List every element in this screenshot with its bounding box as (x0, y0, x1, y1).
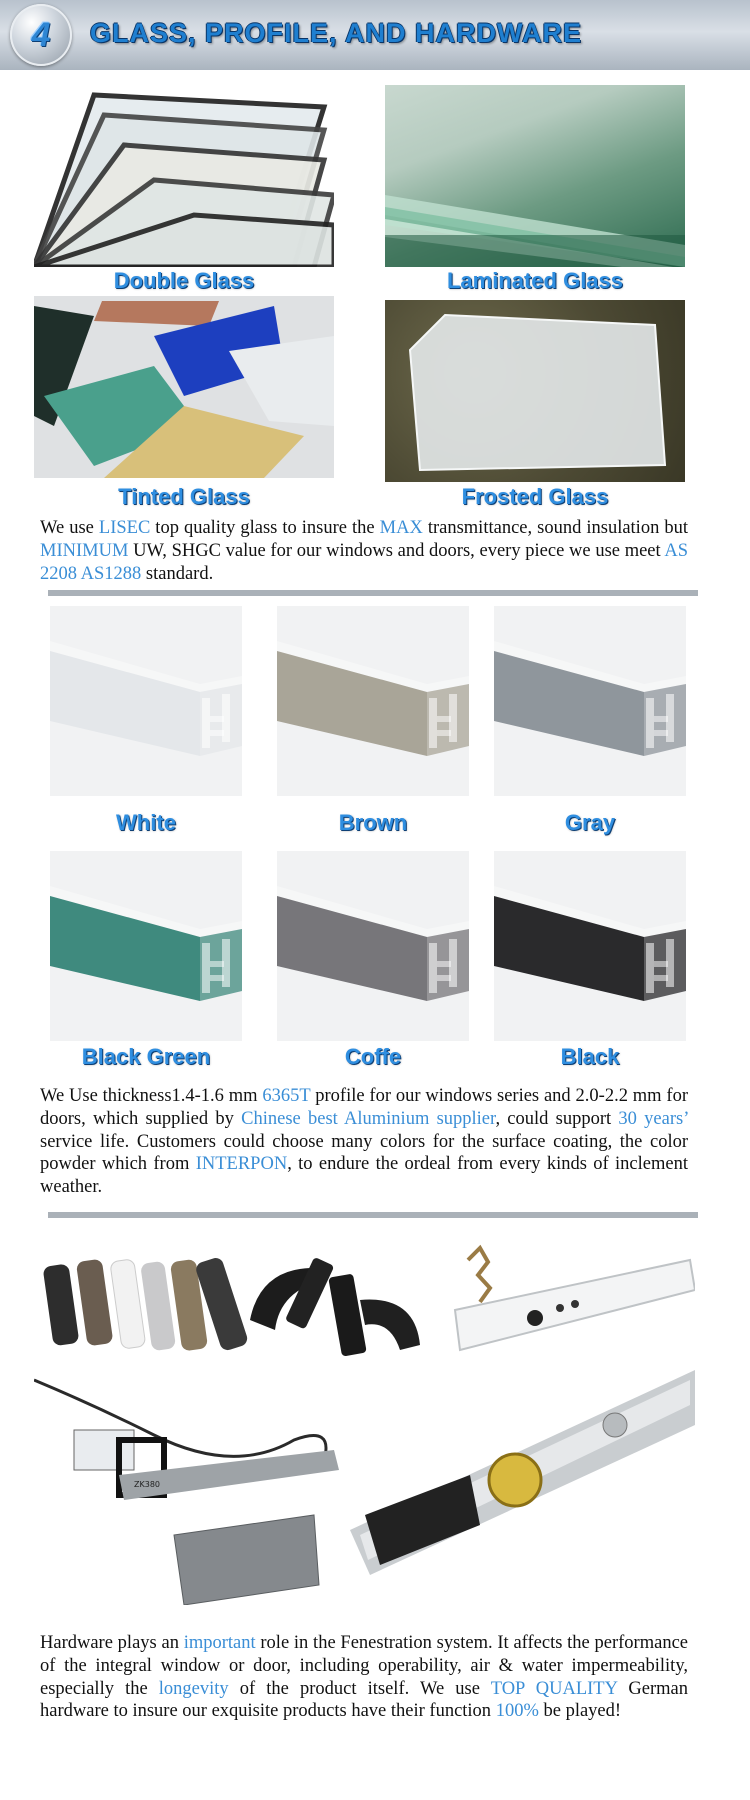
caption-laminated-glass: Laminated Glass (446, 268, 624, 293)
section-number-badge (10, 4, 72, 66)
paragraph-text: transmittance, sound insulation but (422, 518, 688, 538)
profile-image-gray (494, 606, 686, 796)
caption-frosted-glass: Frosted Glass (461, 484, 609, 509)
caption-profile-black-green: Black Green (81, 1044, 211, 1069)
caption-profile-brown: Brown (338, 810, 408, 835)
double-glass-image (34, 85, 334, 267)
section-title: GLASS, PROFILE, AND HARDWARE (90, 18, 583, 48)
profile-image-brown (277, 606, 469, 796)
highlighted-term: 30 years’ (618, 1108, 688, 1129)
profile-image-white (50, 606, 242, 796)
highlighted-term: INTERPON (195, 1154, 288, 1175)
paragraph-text: top quality glass to insure the (150, 518, 380, 538)
paragraph-text: role in the Fenestration system. It affects the performance of the integral window or door, including operability, air & water impermeability, especially the (40, 1633, 688, 1699)
section-number: 4 (31, 16, 51, 54)
paragraph-text: , could support (495, 1108, 619, 1129)
caption-double-glass: Double Glass (113, 268, 255, 293)
caption-tinted-glass: Tinted Glass (118, 484, 250, 509)
caption-profile-gray: Gray (564, 810, 616, 835)
highlighted-term: longevity (158, 1678, 229, 1699)
paragraph-text: service life. Customers could choose many colors for the surface coating, the color powder which from (40, 1131, 688, 1175)
paragraph-text: We use (40, 518, 99, 538)
highlighted-term: LISEC (98, 518, 151, 538)
highlighted-term: 6365T (262, 1086, 311, 1106)
highlighted-term: MAX (379, 518, 423, 538)
chain-actuator-image (34, 1365, 354, 1605)
section-banner (0, 0, 750, 70)
profile-image-coffe (277, 851, 469, 1041)
paragraph-text: We Use thickness1.4-1.6 mm (40, 1086, 263, 1106)
frosted-glass-image (385, 300, 685, 482)
hardware-paragraph (40, 1632, 688, 1723)
highlighted-term: TOP QUALITY (490, 1678, 618, 1699)
glass-paragraph (40, 517, 688, 585)
paragraph-text: standard. (141, 563, 214, 584)
divider (48, 1212, 698, 1218)
caption-profile-black: Black (560, 1044, 620, 1069)
caption-profile-coffe: Coffe (344, 1044, 402, 1069)
highlighted-term: MINIMUM (40, 540, 129, 561)
highlighted-term: important (183, 1633, 256, 1653)
highlighted-term: AS 2208 AS1288 (40, 540, 688, 584)
profile-image-black (494, 851, 686, 1041)
motor-label: ZK380 (134, 1480, 160, 1489)
profile-paragraph (40, 1085, 688, 1199)
sliding-door-handles-image (240, 1250, 435, 1365)
paragraph-text: Hardware plays an (40, 1633, 184, 1653)
laminated-glass-image (385, 85, 685, 267)
window-operator-image (440, 1240, 695, 1360)
handles-image (40, 1250, 265, 1360)
divider (48, 590, 698, 596)
highlighted-term: 100% (495, 1701, 539, 1722)
sliding-roller-image (350, 1365, 695, 1575)
paragraph-text: be played! (538, 1701, 622, 1722)
tinted-glass-image (34, 296, 334, 478)
paragraph-text: UW, SHGC value for our windows and doors, every piece we use meet (128, 540, 665, 561)
paragraph-text: German hardware to insure our exquisite products have their function (40, 1678, 688, 1722)
caption-profile-white: White (116, 810, 176, 835)
paragraph-text: , to endure the ordeal from every kinds of inclement weather. (40, 1154, 688, 1198)
profile-image-black-green (50, 851, 242, 1041)
paragraph-text: of the product itself. We use (228, 1678, 491, 1699)
paragraph-text: profile for our windows series and 2.0-2.2 mm for doors, which supplied by (40, 1086, 688, 1129)
highlighted-term: Chinese best Aluminium supplier (241, 1108, 496, 1129)
